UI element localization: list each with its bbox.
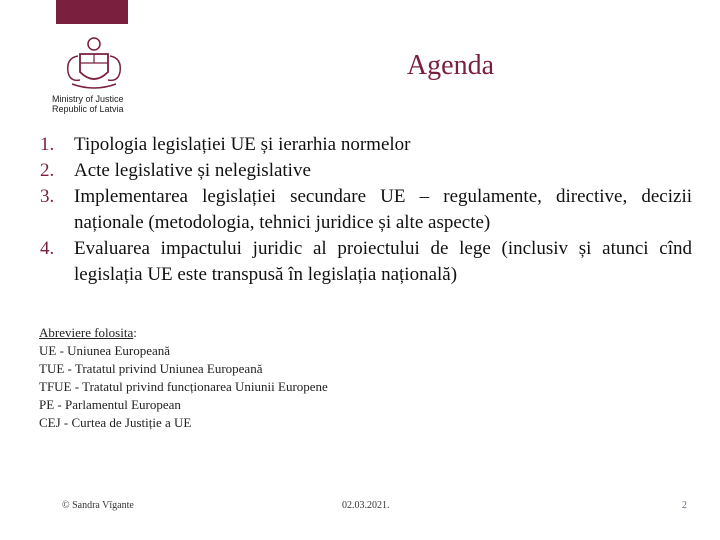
abbreviation-item: TFUE - Tratatul privind funcționarea Uniunii Europene: [39, 379, 328, 394]
footer-page-number: 2: [682, 500, 687, 511]
ministry-logo: [52, 32, 136, 116]
abbreviations-colon: :: [133, 325, 137, 340]
agenda-list: [40, 132, 692, 288]
agenda-item-number: 4.: [40, 238, 55, 259]
logo-text-line1: Ministry of Justice: [52, 94, 124, 104]
logo-text-line2: Republic of Latvia: [52, 104, 124, 114]
agenda-item-text: Evaluarea impactului juridic al proiectului de lege (inclusiv și atunci cînd legislația UE este transpusă în legislația națională): [74, 238, 692, 285]
abbreviation-item: UE - Uniunea Europeană: [39, 343, 171, 358]
agenda-item-text: Acte legislative și nelegislative: [74, 160, 311, 181]
abbreviations-heading-row: [39, 324, 328, 342]
abbreviation-item: PE - Parlamentul European: [39, 397, 181, 412]
top-accent-bar: [56, 0, 128, 24]
abbreviations-heading: Abreviere folosita: [39, 325, 134, 340]
footer-author: © Sandra Vīgante: [62, 500, 134, 511]
agenda-item: [40, 184, 692, 236]
abbreviations-block: [39, 324, 328, 432]
agenda-item: [40, 158, 692, 184]
agenda-item-text: Tipologia legislației UE și ierarhia normelor: [74, 134, 411, 155]
agenda-item-text: Implementarea legislației secundare UE – regulamente, directive, decizii naționale (metodologia, tehnici juridice și alte aspecte): [74, 186, 692, 233]
agenda-item-number: 2.: [40, 160, 55, 181]
abbreviation-item: CEJ - Curtea de Justiție a UE: [39, 415, 192, 430]
abbreviation-item: TUE - Tratatul privind Uniunea Europeană: [39, 361, 263, 376]
agenda-item: [40, 236, 692, 288]
agenda-item-number: 3.: [40, 186, 55, 207]
footer-date: 02.03.2021.: [342, 500, 390, 511]
page-title: Agenda: [406, 50, 494, 81]
agenda-item: [40, 132, 692, 158]
agenda-item-number: 1.: [40, 134, 55, 155]
coat-of-arms-icon: [58, 32, 130, 92]
